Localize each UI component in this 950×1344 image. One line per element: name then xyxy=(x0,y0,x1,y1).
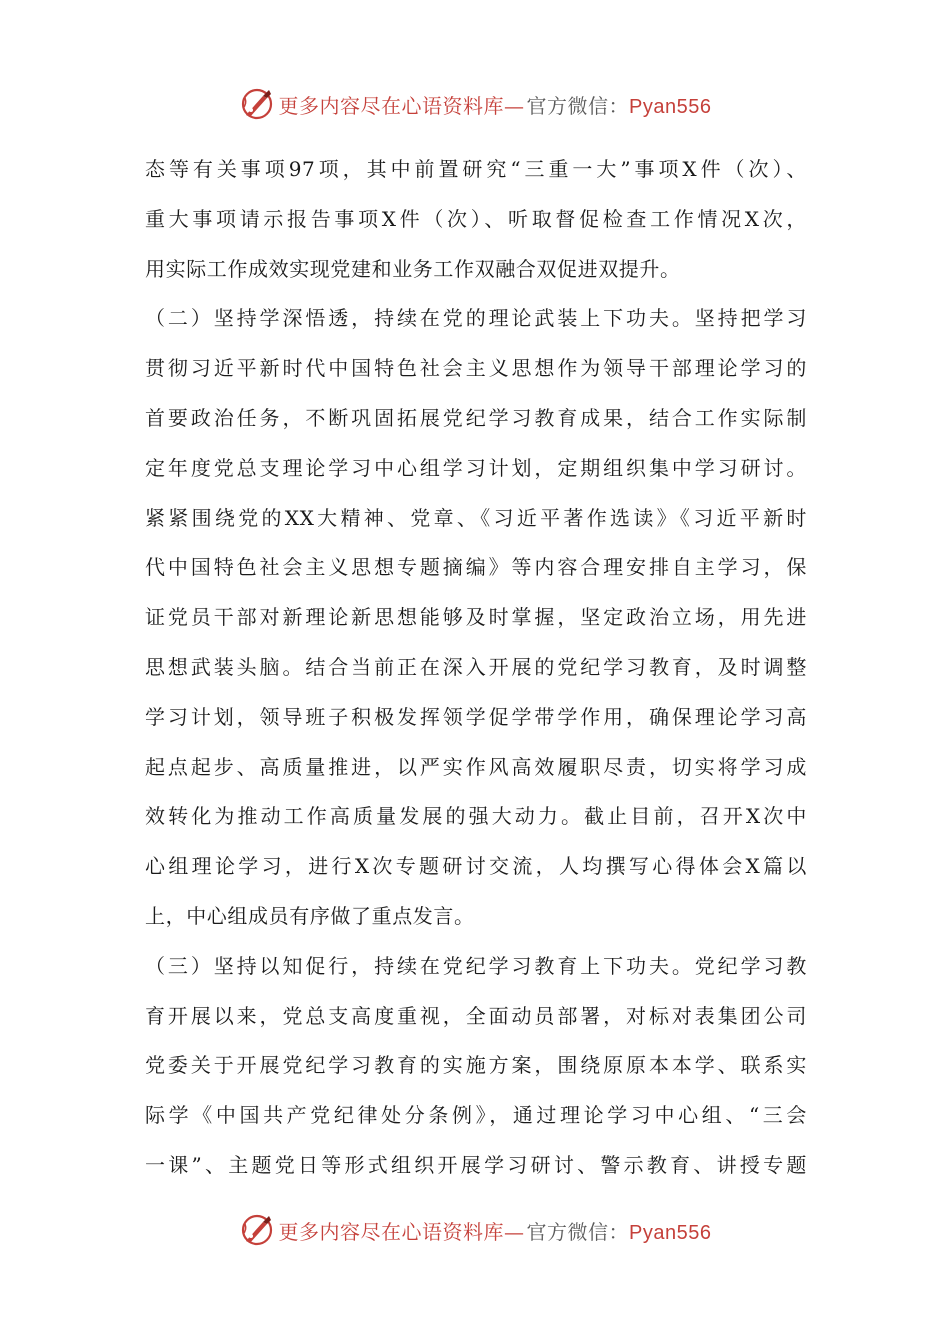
watermark-text xyxy=(279,90,712,119)
body-line: 起点起步、高质量推进，以严实作风高效履职尽责，切实将学习成 xyxy=(145,754,807,779)
watermark-wechat-id: Pyan556 xyxy=(629,95,712,118)
body-line: 育开展以来，党总支高度重视，全面动员部署，对标对表集团公司 xyxy=(145,1003,807,1028)
body-line: 态等有关事项97项，其中前置研究“三重一大”事项X件（次）、 xyxy=(145,157,807,181)
watermark-slogan: 更多内容尽在心语资料库— xyxy=(278,1219,525,1244)
body-line: 党委关于开展党纪学习教育的实施方案，围绕原原本本学、联系实 xyxy=(145,1053,807,1078)
body-line: 贯彻习近平新时代中国特色社会主义思想作为领导干部理论学习的 xyxy=(145,356,807,381)
body-line: 重大事项请示报告事项X件（次）、听取督促检查工作情况X次， xyxy=(145,206,807,231)
body-line: 一课”、主题党日等形式组织开展学习研讨、警示教育、讲授专题 xyxy=(145,1152,807,1177)
watermark-slogan: 更多内容尽在心语资料库— xyxy=(278,93,525,118)
pen-nib-logo-icon xyxy=(239,1212,275,1248)
body-line: 学习计划，领导班子积极发挥领学促学带学作用，确保理论学习高 xyxy=(145,704,807,729)
footer-watermark xyxy=(0,1208,950,1252)
watermark-text xyxy=(279,1216,712,1245)
body-line: 际学《中国共产党纪律处分条例》，通过理论学习中心组、“三会 xyxy=(145,1103,807,1128)
header-watermark xyxy=(0,82,950,126)
document-body xyxy=(145,145,807,1191)
watermark-wechat-label: 官方微信： xyxy=(526,93,630,118)
body-line: 定年度党总支理论学习中心组学习计划，定期组织集中学习研讨。 xyxy=(145,455,807,480)
body-line: 心组理论学习，进行X次专题研讨交流，人均撰写心得体会X篇以 xyxy=(145,854,807,879)
body-line: 效转化为推动工作高质量发展的强大动力。截止目前，召开X次中 xyxy=(145,804,807,829)
body-line: 代中国特色社会主义思想专题摘编》等内容合理安排自主学习，保 xyxy=(145,555,807,580)
body-line: 用实际工作成效实现党建和业务工作双融合双促进双提升。 xyxy=(145,256,681,281)
watermark-wechat-id: Pyan556 xyxy=(629,1221,712,1244)
body-line: 思想武装头脑。结合当前正在深入开展的党纪学习教育，及时调整 xyxy=(145,654,807,679)
body-line: 上，中心组成员有序做了重点发言。 xyxy=(145,903,475,928)
body-line: 证党员干部对新理论新思想能够及时掌握，坚定政治立场，用先进 xyxy=(145,605,807,630)
pen-nib-logo-icon xyxy=(239,86,275,122)
body-line: 紧紧围绕党的XX大精神、党章、《习近平著作选读》《习近平新时 xyxy=(145,505,807,530)
body-line: 首要政治任务，不断巩固拓展党纪学习教育成果，结合工作实际制 xyxy=(145,405,807,430)
body-line: （二）坚持学深悟透，持续在党的理论武装上下功夫。坚持把学习 xyxy=(145,306,807,331)
watermark-wechat-label: 官方微信： xyxy=(526,1219,630,1244)
body-line: （三）坚持以知促行，持续在党纪学习教育上下功夫。党纪学习教 xyxy=(145,953,807,978)
